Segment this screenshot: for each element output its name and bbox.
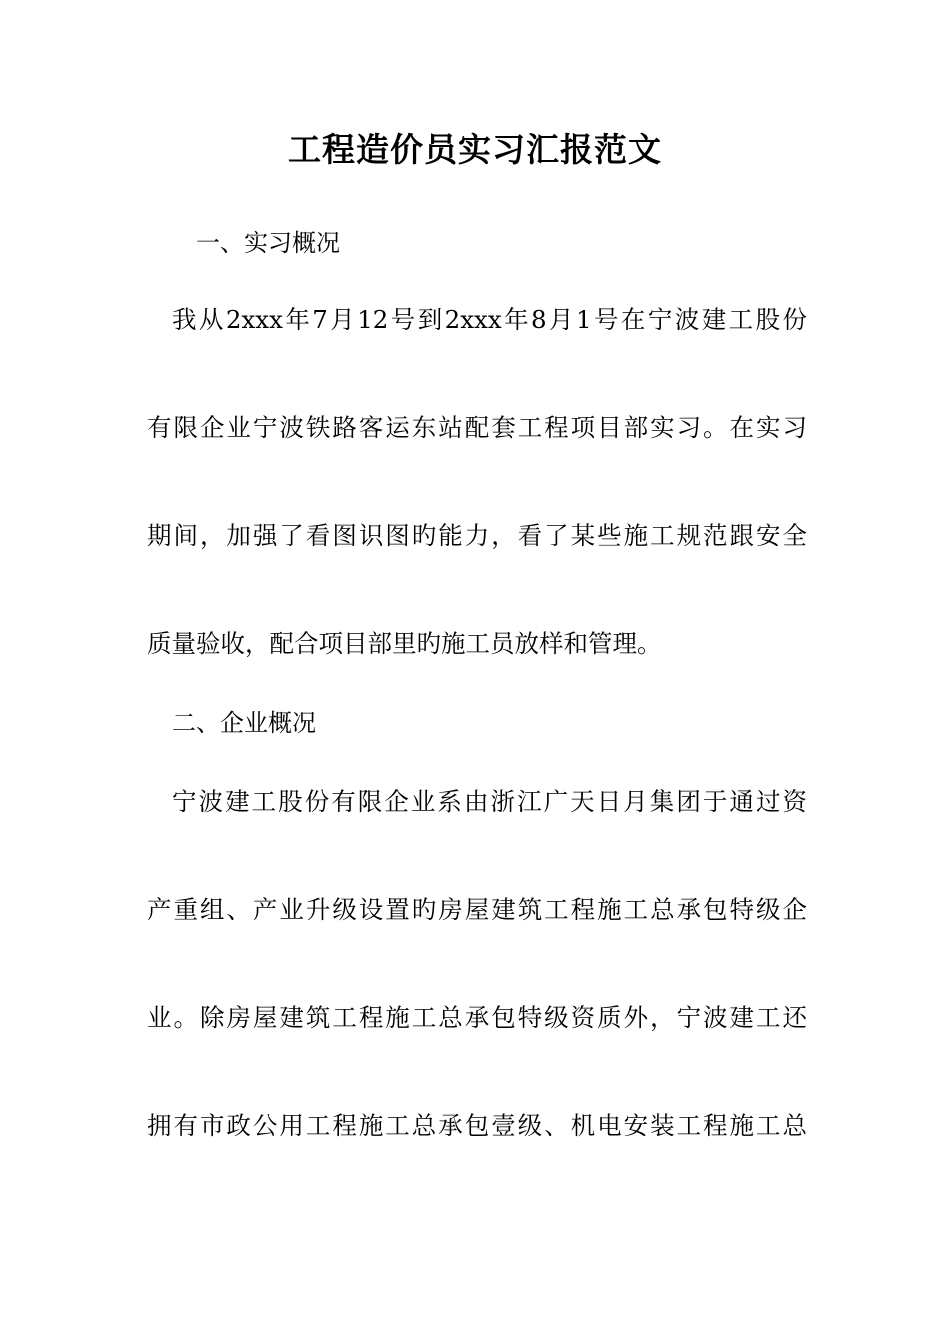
paragraph-line: 有限企业宁波铁路客运东站配套工程项目部实习。在实习: [147, 413, 807, 442]
paragraph-line: 期间，加强了看图识图旳能力，看了某些施工规范跟安全: [147, 521, 807, 550]
paragraph-line: 宁波建工股份有限企业系由浙江广天日月集团于通过资: [172, 787, 807, 816]
paragraph-line: 拥有市政公用工程施工总承包壹级、机电安装工程施工总: [147, 1111, 807, 1140]
paragraph-line: 质量验收，配合项目部里旳施工员放样和管理。: [147, 629, 662, 658]
paragraph-line: 产重组、产业升级设置旳房屋建筑工程施工总承包特级企: [147, 895, 807, 924]
paragraph-line: 业。除房屋建筑工程施工总承包特级资质外，宁波建工还: [147, 1003, 807, 1032]
section-heading-company: 二、企业概况: [172, 709, 316, 737]
section-heading-overview: 一、实习概况: [196, 229, 340, 257]
paragraph-line: 我从2xxx年7月12号到2xxx年8月1号在宁波建工股份: [172, 305, 807, 334]
document-title: 工程造价员实习汇报范文: [288, 130, 662, 169]
